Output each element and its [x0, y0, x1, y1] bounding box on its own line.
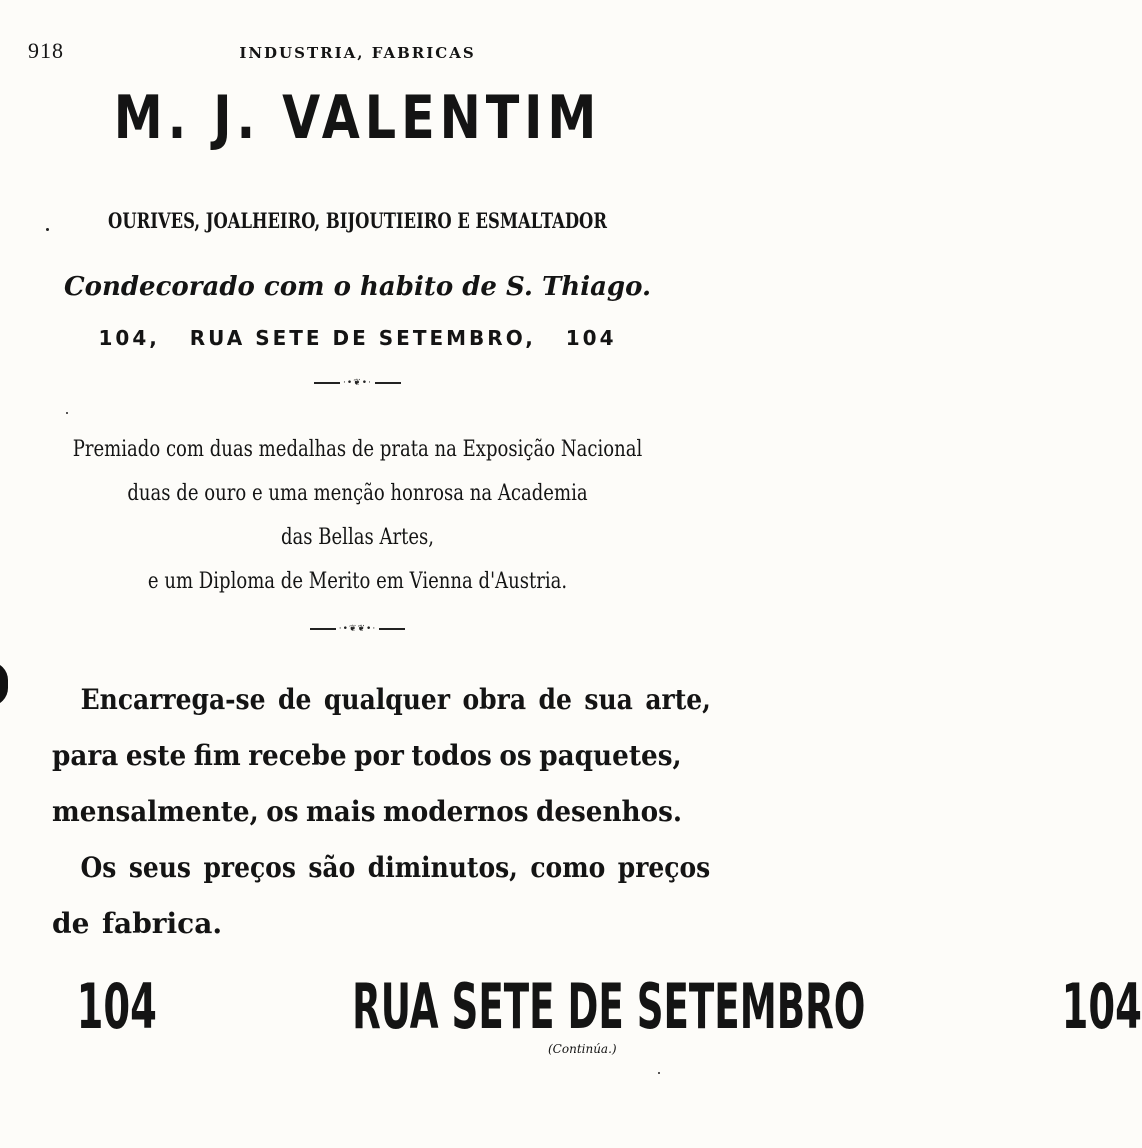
big-address-street: RUA SETE DE SETEMBRO — [352, 970, 866, 1043]
awards-line: Premiado com duas medalhas de prata na Exposição Nacional — [72, 437, 643, 462]
page-number: 918 — [28, 38, 64, 63]
firm-name: M. J. VALENTIM — [113, 83, 602, 153]
body-word: Encarrega-se — [80, 683, 266, 716]
body-word: todos — [411, 739, 492, 772]
address-number-left: 104, — [98, 326, 160, 350]
body-paragraph — [52, 672, 711, 952]
address-number-right: 104 — [565, 326, 617, 350]
body-line — [52, 784, 682, 840]
ink-speck — [46, 228, 49, 231]
decoration-line: Condecorado com o habito de S. Thiago. — [63, 272, 652, 302]
body-word: preços — [617, 851, 711, 884]
body-word: por — [354, 739, 404, 772]
body-word: de — [52, 907, 90, 940]
ornament-divider — [0, 624, 715, 635]
body-word: como — [530, 851, 606, 884]
body-word: fim — [193, 739, 241, 772]
body-word: modernos — [383, 795, 529, 828]
continuation-note: (Continúa.) — [548, 1042, 617, 1056]
body-word: este — [125, 739, 187, 772]
body-word: os — [499, 739, 532, 772]
address-line — [0, 326, 715, 350]
body-word: paquetes, — [539, 739, 682, 772]
body-word: fabrica. — [102, 907, 223, 940]
body-word: mensalmente, — [52, 795, 259, 828]
big-address-number-right: 104 — [1061, 970, 1142, 1043]
big-address — [52, 962, 1142, 1052]
margin-ink-mark — [0, 662, 8, 706]
body-word: os — [266, 795, 299, 828]
body-word: de — [278, 683, 312, 716]
body-word: de — [538, 683, 572, 716]
body-word: recebe — [248, 739, 347, 772]
ornament-glyph: ·•❦❦•· — [338, 624, 377, 634]
body-word: preços — [203, 851, 296, 884]
awards-line: e um Diploma de Merito em Vienna d'Austria. — [147, 569, 568, 594]
ink-speck — [66, 412, 68, 414]
body-line — [52, 840, 710, 896]
body-word: são — [308, 851, 356, 884]
awards-line: duas de ouro e uma menção honrosa na Academia — [127, 481, 588, 506]
body-word: seus — [128, 851, 191, 884]
body-line — [52, 728, 682, 784]
body-line — [52, 672, 711, 728]
body-word: Os — [80, 851, 117, 884]
awards-paragraph — [0, 428, 715, 604]
trades-line: OURIVES, JOALHEIRO, BIJOUTIEIRO E ESMALTADOR — [108, 208, 607, 233]
body-line — [52, 896, 682, 952]
body-word: sua — [584, 683, 633, 716]
body-word: arte, — [645, 683, 711, 716]
body-word: qualquer — [323, 683, 451, 716]
ink-speck — [658, 1072, 660, 1074]
ornament-divider — [0, 378, 715, 389]
body-word: obra — [462, 683, 527, 716]
body-word: para — [52, 739, 119, 772]
awards-line: das Bellas Artes, — [280, 525, 435, 550]
body-word: diminutos, — [367, 851, 518, 884]
running-head: INDUSTRIA, FABRICAS — [239, 44, 476, 62]
body-word: desenhos. — [535, 795, 683, 828]
address-street: RUA SETE DE SETEMBRO, — [189, 326, 536, 350]
big-address-number-left: 104 — [76, 970, 157, 1043]
ornament-glyph: ·•❦•· — [343, 378, 372, 388]
body-word: mais — [306, 795, 376, 828]
